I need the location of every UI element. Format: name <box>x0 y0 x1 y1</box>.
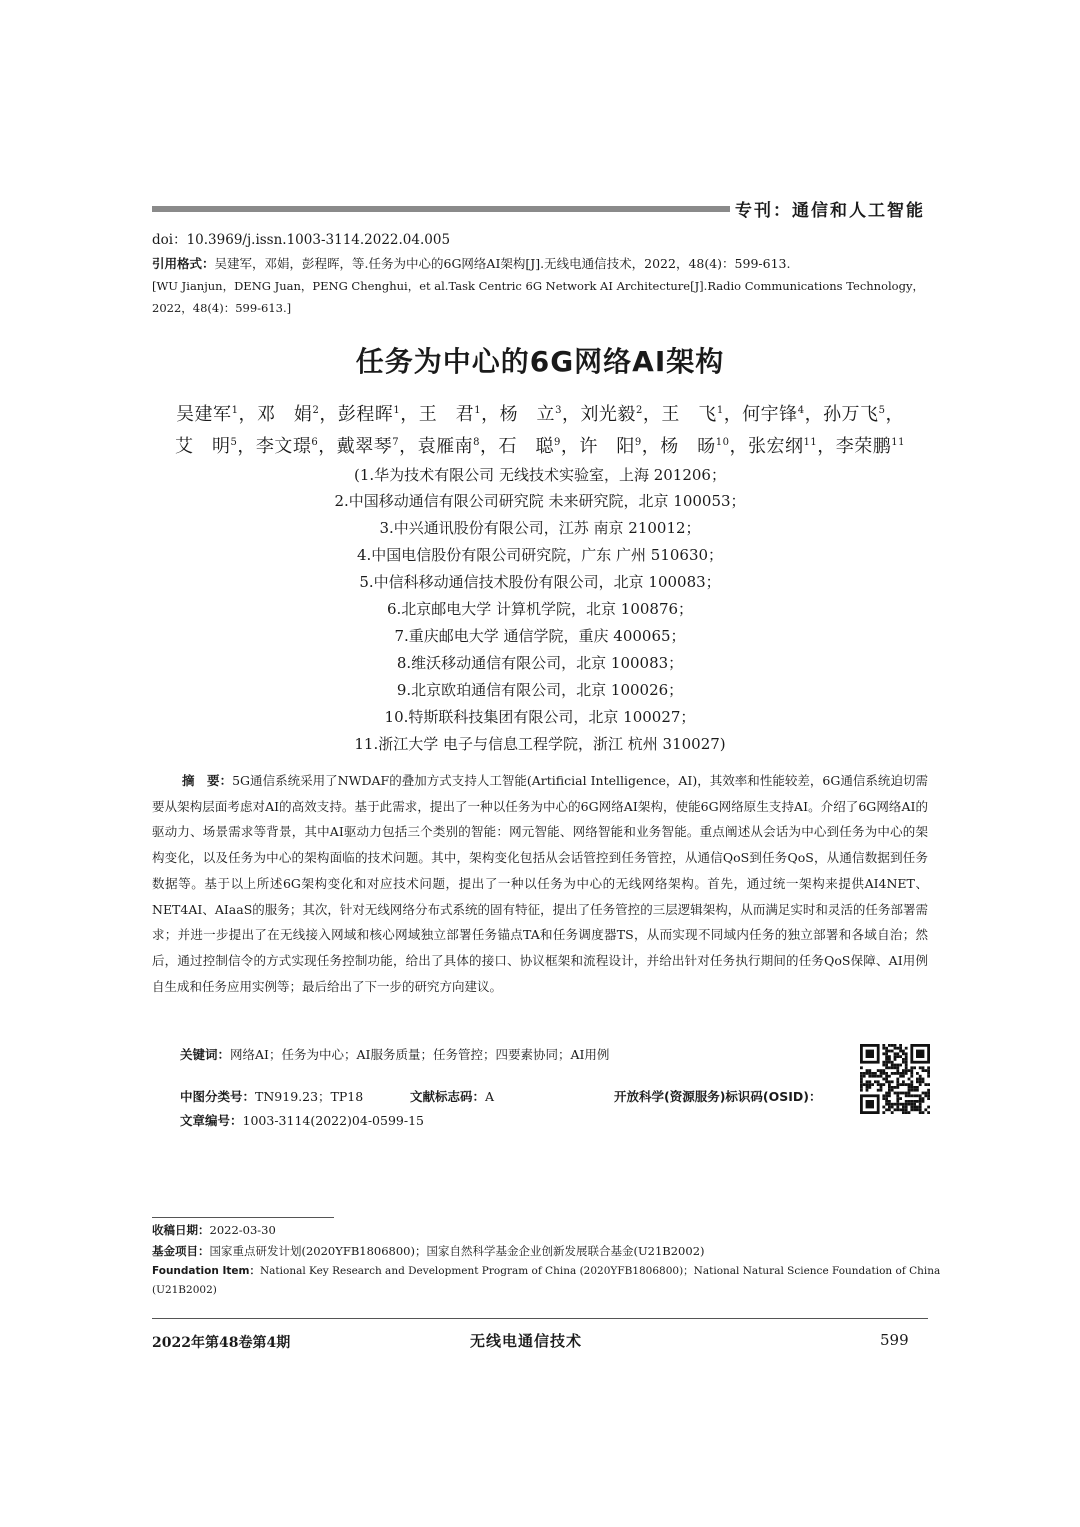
qr-code-icon[interactable] <box>860 1044 930 1114</box>
received-label: 收稿日期： <box>152 1223 210 1237</box>
keywords-label: 关键词： <box>180 1047 231 1062</box>
author-affiliation-mark: 4 <box>797 405 805 416</box>
page-title: 任务为中心的6G网络AI架构 <box>355 345 725 378</box>
author-name: 艾 明 <box>175 436 231 457</box>
affiliation: 9.北京欧珀通信有限公司，北京 100026； <box>396 681 684 699</box>
author-affiliation-mark: 3 <box>555 405 562 416</box>
authors-line2: 艾 明$^5$，李文璟$^6$，戴翠琴$^7$，袁雁南$^8$，石 聪$^9$，许 阳$^9$，杨 旸$^{10}$，张宏纲$^{11}$，李荣鹏$^{11}$ <box>175 436 905 457</box>
keywords <box>180 1045 609 1063</box>
osid-label: 开放科学(资源服务)标识码(OSID)： <box>614 1089 822 1104</box>
received-value: 2022-03-30 <box>209 1223 276 1237</box>
author-affiliation-mark: 1 <box>231 405 239 416</box>
article-number-label: 文章编号： <box>180 1113 243 1128</box>
foundation-item <box>152 1263 940 1278</box>
author-affiliation-mark: 7 <box>392 437 400 448</box>
fund-label: 基金项目： <box>152 1244 210 1258</box>
citation-cn-text: 吴建军，邓娟，彭程晖，等.任务为中心的6G网络AI架构[J].无线电通信技术，2022，48(4)：599-613. <box>214 256 791 271</box>
abstract-text: 5G通信系统采用了NWDAF的叠加方式支持人工智能(Artificial Intelligence，AI)，其效率和性能较差，6G通信系统迫切需要从架构层面考虑对AI的高效支持。基于此需求，提出了一种以任务为中心的6G网络AI架构，使能6G网络原生支持AI。介绍了6G网络AI的驱动力、场景需求等背景，其中AI驱动力包括三个类别的智能：网元智能、网络智能和业务智能。重点阐述从会话为中心到任务为中心的架构变化，以及任务为中心的架构面临的技术问题。其中，架构变化包括从会话管控到任务管控，从通信QoS到任务QoS，从通信数据到任务数据等。基于以上所述6G架构变化和对应技术问题，提出了一种以任务为中心的无线网络架构。首先，通过统一架构来提供AI4NET、NET4AI、AIaaS的服务；其次，针对无线网络分布式系统的固有特征，提出了任务管控的三层逻辑架构，从而满足实时和灵活的任务部署需求；并进一步提出了在无线接入网域和核心网域独立部署任务锚点TA和任务调度器TS，从而实现不同域内任务的独立部署和各域自治；然后，通过控制信令的方式实现任务控制功能，给出了具体的接口、协议框架和流程设计，并给出针对任务执行期间的任务QoS保障、AI用例自生成和任务应用实例等；最后给出了下一步的研究方向建议。 <box>152 773 928 994</box>
page-number: 599 <box>880 1331 909 1349</box>
author-name: 袁雁南 <box>417 436 474 457</box>
author-name: 戴翠琴 <box>336 436 393 457</box>
author-affiliation-mark: 1 <box>393 405 401 416</box>
citation-cn <box>152 258 790 271</box>
keywords-text: 网络AI；任务为中心；AI服务质量；任务管控；四要素协同；AI用例 <box>230 1047 610 1062</box>
author-affiliation-mark: 2 <box>635 405 643 416</box>
fund-value: 国家重点研发计划(2020YFB1806800)；国家自然科学基金企业创新发展联合基金(U21B2002) <box>209 1244 705 1258</box>
author-affiliation-mark: 6 <box>311 437 319 448</box>
affiliation: 3.中兴通讯股份有限公司，江苏 南京 210012； <box>379 519 701 537</box>
affiliation: 5.中信科移动通信技术股份有限公司，北京 100083； <box>359 573 721 591</box>
abstract-label: 摘 要： <box>182 773 233 788</box>
doc-code <box>410 1087 494 1105</box>
clc-label: 中图分类号： <box>180 1089 256 1104</box>
author-name: 孙万飞 <box>823 404 879 425</box>
author-name: 杨 旸 <box>660 436 716 457</box>
clc-number <box>180 1087 363 1105</box>
doc-code-label: 文献标志码： <box>410 1089 486 1104</box>
abstract <box>152 768 928 999</box>
doc-code-value: A <box>485 1089 495 1104</box>
author-name: 何宇锋 <box>742 404 798 425</box>
author-name: 石 聪 <box>498 436 555 457</box>
affiliation: 10.特斯联科技集团有限公司，北京 100027； <box>384 708 696 726</box>
author-name: 邓 娟 <box>256 404 313 425</box>
footer-rule <box>152 1318 928 1319</box>
affiliation: 4.中国电信股份有限公司研究院，广东 广州 510630； <box>356 546 724 564</box>
article-number-value: 1003-3114(2022)04-0599-15 <box>242 1113 424 1128</box>
author-affiliation-mark: 11 <box>803 437 818 448</box>
affiliation: 11.浙江大学 电子与信息工程学院，浙江 杭州 310027) <box>354 735 726 753</box>
osid <box>614 1087 822 1105</box>
citation-en-line2: 2022，48(4)：599-613.] <box>152 301 292 315</box>
author-affiliation-mark: 1 <box>474 405 482 416</box>
author-name: 王 君 <box>418 404 475 425</box>
doi: doi：10.3969/j.issn.1003-3114.2022.04.005 <box>152 232 451 248</box>
author-name: 刘光毅 <box>580 404 636 425</box>
affiliation: 7.重庆邮电大学 通信学院，重庆 400065； <box>394 627 686 645</box>
author-name: 杨 立 <box>499 404 556 425</box>
author-affiliation-mark: 2 <box>312 405 320 416</box>
clc-value: TN919.23；TP18 <box>255 1089 364 1104</box>
article-number <box>180 1111 424 1129</box>
author-name: 张宏纲 <box>748 436 804 457</box>
foundation-item-label: Foundation Item： <box>152 1265 260 1277</box>
author-affiliation-mark: 8 <box>473 437 481 448</box>
author-name: 李荣鹏 <box>835 436 892 457</box>
foundation-item-line2: (U21B2002) <box>152 1284 217 1296</box>
author-name: 王 飞 <box>661 404 717 425</box>
header-rule <box>152 206 730 212</box>
column-tag: 专刊：通信和人工智能 <box>735 201 925 221</box>
journal-name: 无线电通信技术 <box>470 1332 583 1350</box>
affiliation: 6.北京邮电大学 计算机学院，北京 100876； <box>386 600 694 618</box>
received-date <box>152 1222 276 1238</box>
author-affiliation-mark: 5 <box>230 437 238 448</box>
author-affiliation-mark: 9 <box>634 437 642 448</box>
footnote-rule <box>152 1217 334 1218</box>
author-affiliation-mark: 1 <box>716 405 724 416</box>
author-affiliation-mark: 9 <box>554 437 561 448</box>
issue-info: 2022年第48卷第4期 <box>152 1335 291 1351</box>
affiliation: 2.中国移动通信有限公司研究院 未来研究院，北京 100053； <box>334 492 746 510</box>
author-name: 彭程晖 <box>337 404 394 425</box>
authors-line1: 吴建军$^1$，邓 娟$^2$，彭程晖$^1$，王 君$^1$，杨 立$^3$，刘光毅$^2$，王 飞$^1$，何宇锋$^4$，孙万飞$^5$， <box>176 404 904 425</box>
fund <box>152 1243 705 1259</box>
author-name: 李文璟 <box>255 436 312 457</box>
foundation-item-line1: National Key Research and Development Program of China (2020YFB1806800)；National Natural Science Foundation of China <box>259 1265 941 1277</box>
author-name: 许 阳 <box>579 436 635 457</box>
author-affiliation-mark: 11 <box>891 437 905 448</box>
author-affiliation-mark: 10 <box>715 437 730 448</box>
citation-en-line1: [WU Jianjun，DENG Juan，PENG Chenghui，et al.Task Centric 6G Network AI Architecture[J].Radio Communications Technology， <box>152 279 924 293</box>
citation-cn-label: 引用格式： <box>152 256 215 271</box>
author-affiliation-mark: 5 <box>878 405 886 416</box>
author-name: 吴建军 <box>176 404 232 425</box>
affiliation: 8.维沃移动通信有限公司，北京 100083； <box>396 654 684 672</box>
affiliation: (1.华为技术有限公司 无线技术实验室，上海 201206； <box>354 466 726 484</box>
